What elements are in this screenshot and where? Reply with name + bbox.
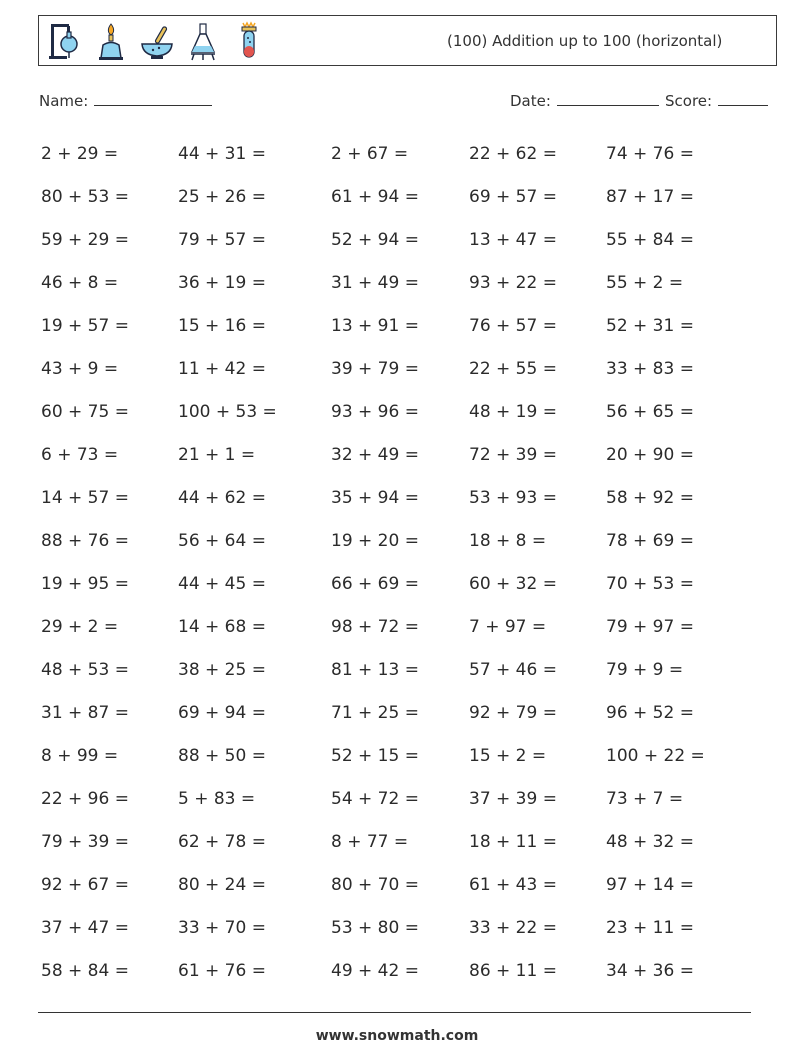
name-blank-line[interactable] [94, 90, 212, 106]
problem-item: 37 + 47 = [41, 918, 129, 938]
problem-item: 80 + 53 = [41, 187, 129, 207]
problem-row [41, 181, 761, 224]
footer-divider [38, 1012, 751, 1013]
problem-item: 61 + 43 = [469, 875, 557, 895]
problem-item: 69 + 94 = [178, 703, 266, 723]
problem-item: 80 + 70 = [331, 875, 419, 895]
problem-item: 74 + 76 = [606, 144, 694, 164]
problem-item: 11 + 42 = [178, 359, 266, 379]
problem-item: 43 + 9 = [41, 359, 119, 379]
problem-item: 18 + 11 = [469, 832, 557, 852]
problem-item: 76 + 57 = [469, 316, 557, 336]
problem-row [41, 869, 761, 912]
problem-item: 44 + 62 = [178, 488, 266, 508]
problem-item: 79 + 39 = [41, 832, 129, 852]
conical-flask-icon [185, 20, 221, 62]
problem-item: 100 + 22 = [606, 746, 705, 766]
problem-item: 21 + 1 = [178, 445, 256, 465]
problem-item: 22 + 62 = [469, 144, 557, 164]
problem-item: 2 + 29 = [41, 144, 119, 164]
problem-item: 48 + 19 = [469, 402, 557, 422]
problem-item: 93 + 22 = [469, 273, 557, 293]
problem-item: 73 + 7 = [606, 789, 684, 809]
problem-item: 44 + 45 = [178, 574, 266, 594]
problem-item: 33 + 70 = [178, 918, 266, 938]
problem-item: 100 + 53 = [178, 402, 277, 422]
problem-item: 58 + 84 = [41, 961, 129, 981]
problem-item: 53 + 80 = [331, 918, 419, 938]
problem-row [41, 740, 761, 783]
mortar-pestle-icon [139, 20, 175, 62]
problem-item: 87 + 17 = [606, 187, 694, 207]
problem-row [41, 654, 761, 697]
problem-item: 48 + 32 = [606, 832, 694, 852]
name-field[interactable] [39, 90, 212, 110]
problem-grid [41, 138, 761, 998]
problem-item: 71 + 25 = [331, 703, 419, 723]
problem-item: 53 + 93 = [469, 488, 557, 508]
date-blank-line[interactable] [557, 90, 659, 106]
problem-item: 19 + 57 = [41, 316, 129, 336]
problem-item: 70 + 53 = [606, 574, 694, 594]
problem-item: 55 + 2 = [606, 273, 684, 293]
problem-item: 96 + 52 = [606, 703, 694, 723]
problem-row [41, 611, 761, 654]
problem-item: 2 + 67 = [331, 144, 409, 164]
problem-item: 93 + 96 = [331, 402, 419, 422]
problem-row [41, 482, 761, 525]
score-field[interactable] [665, 90, 768, 110]
problem-row [41, 826, 761, 869]
problem-item: 98 + 72 = [331, 617, 419, 637]
problem-item: 6 + 73 = [41, 445, 119, 465]
problem-item: 52 + 15 = [331, 746, 419, 766]
problem-item: 37 + 39 = [469, 789, 557, 809]
problem-item: 33 + 22 = [469, 918, 557, 938]
problem-item: 5 + 83 = [178, 789, 256, 809]
problem-item: 79 + 57 = [178, 230, 266, 250]
problem-item: 60 + 75 = [41, 402, 129, 422]
date-field[interactable] [510, 90, 659, 110]
footer-url: www.snowmath.com [315, 1028, 479, 1044]
problem-item: 14 + 68 = [178, 617, 266, 637]
problem-item: 22 + 96 = [41, 789, 129, 809]
date-label: Date: [510, 92, 551, 110]
problem-item: 52 + 94 = [331, 230, 419, 250]
problem-item: 39 + 79 = [331, 359, 419, 379]
problem-row [41, 525, 761, 568]
problem-item: 86 + 11 = [469, 961, 557, 981]
worksheet-title: (100) Addition up to 100 (horizontal) [447, 32, 723, 50]
problem-item: 69 + 57 = [469, 187, 557, 207]
problem-item: 18 + 8 = [469, 531, 547, 551]
problem-row [41, 353, 761, 396]
problem-item: 61 + 76 = [178, 961, 266, 981]
problem-item: 22 + 55 = [469, 359, 557, 379]
problem-item: 31 + 87 = [41, 703, 129, 723]
retort-stand-flask-icon [47, 20, 83, 62]
problem-row [41, 783, 761, 826]
problem-item: 66 + 69 = [331, 574, 419, 594]
problem-item: 58 + 92 = [606, 488, 694, 508]
problem-item: 59 + 29 = [41, 230, 129, 250]
problem-item: 79 + 9 = [606, 660, 684, 680]
problem-item: 61 + 94 = [331, 187, 419, 207]
problem-item: 48 + 53 = [41, 660, 129, 680]
problem-item: 92 + 79 = [469, 703, 557, 723]
problem-item: 44 + 31 = [178, 144, 266, 164]
problem-item: 13 + 91 = [331, 316, 419, 336]
problem-item: 25 + 26 = [178, 187, 266, 207]
alcohol-burner-icon [93, 20, 129, 62]
problem-item: 8 + 77 = [331, 832, 409, 852]
problem-item: 56 + 64 = [178, 531, 266, 551]
problem-row [41, 912, 761, 955]
student-info-row [39, 90, 770, 114]
problem-item: 29 + 2 = [41, 617, 119, 637]
problem-item: 52 + 31 = [606, 316, 694, 336]
name-label: Name: [39, 92, 89, 110]
problem-item: 49 + 42 = [331, 961, 419, 981]
problem-item: 14 + 57 = [41, 488, 129, 508]
problem-item: 60 + 32 = [469, 574, 557, 594]
problem-row [41, 439, 761, 482]
score-blank-line[interactable] [718, 90, 768, 106]
problem-item: 62 + 78 = [178, 832, 266, 852]
problem-item: 80 + 24 = [178, 875, 266, 895]
problem-item: 88 + 76 = [41, 531, 129, 551]
problem-item: 36 + 19 = [178, 273, 266, 293]
problem-row [41, 955, 761, 998]
problem-item: 88 + 50 = [178, 746, 266, 766]
problem-item: 46 + 8 = [41, 273, 119, 293]
problem-item: 34 + 36 = [606, 961, 694, 981]
problem-item: 56 + 65 = [606, 402, 694, 422]
problem-item: 13 + 47 = [469, 230, 557, 250]
problem-item: 8 + 99 = [41, 746, 119, 766]
problem-item: 15 + 2 = [469, 746, 547, 766]
problem-item: 33 + 83 = [606, 359, 694, 379]
problem-item: 38 + 25 = [178, 660, 266, 680]
problem-row [41, 138, 761, 181]
problem-row [41, 396, 761, 439]
problem-item: 79 + 97 = [606, 617, 694, 637]
problem-item: 19 + 20 = [331, 531, 419, 551]
problem-item: 7 + 97 = [469, 617, 547, 637]
test-tube-icon [231, 20, 267, 62]
problem-item: 57 + 46 = [469, 660, 557, 680]
score-label: Score: [665, 92, 713, 110]
problem-row [41, 267, 761, 310]
problem-item: 55 + 84 = [606, 230, 694, 250]
problem-item: 19 + 95 = [41, 574, 129, 594]
problem-item: 92 + 67 = [41, 875, 129, 895]
problem-item: 32 + 49 = [331, 445, 419, 465]
problem-item: 31 + 49 = [331, 273, 419, 293]
header-icons [47, 20, 267, 62]
problem-row [41, 310, 761, 353]
problem-item: 97 + 14 = [606, 875, 694, 895]
problem-item: 35 + 94 = [331, 488, 419, 508]
problem-row [41, 568, 761, 611]
problem-item: 20 + 90 = [606, 445, 694, 465]
problem-item: 81 + 13 = [331, 660, 419, 680]
worksheet-header [38, 15, 777, 66]
problem-row [41, 224, 761, 267]
problem-item: 15 + 16 = [178, 316, 266, 336]
problem-item: 23 + 11 = [606, 918, 694, 938]
problem-item: 72 + 39 = [469, 445, 557, 465]
problem-row [41, 697, 761, 740]
problem-item: 78 + 69 = [606, 531, 694, 551]
problem-item: 54 + 72 = [331, 789, 419, 809]
